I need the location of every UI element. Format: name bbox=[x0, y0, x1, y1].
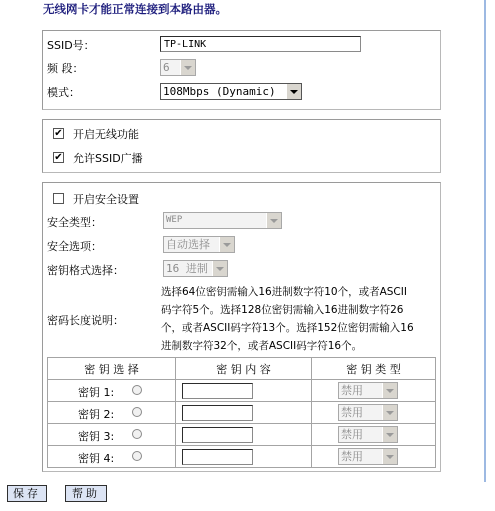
key-table-header bbox=[48, 358, 436, 380]
column-header: 密 钥 内 容 bbox=[176, 358, 312, 380]
key-table bbox=[47, 357, 436, 468]
key-4-radio[interactable] bbox=[132, 451, 142, 461]
chevron-down-icon bbox=[266, 213, 281, 228]
security-enable-checkbox[interactable] bbox=[53, 193, 64, 204]
ssid-input[interactable] bbox=[160, 36, 361, 52]
table-row bbox=[48, 380, 436, 402]
security-option-label: 安全选项： bbox=[47, 240, 102, 253]
save-button[interactable]: 保存 bbox=[7, 485, 47, 502]
page-notice: 无线网卡才能正常连接到本路由器。 bbox=[43, 2, 227, 16]
chevron-down-icon bbox=[286, 84, 301, 99]
key-type-value: 禁用 bbox=[341, 384, 363, 397]
basic-settings-panel bbox=[42, 30, 441, 110]
key-content-cell bbox=[176, 402, 312, 424]
mode-value: 108Mbps (Dynamic) bbox=[163, 85, 276, 98]
chevron-down-icon bbox=[382, 405, 397, 420]
ssid-label: SSID号： bbox=[47, 39, 95, 52]
table-row bbox=[48, 446, 436, 468]
security-option-select[interactable] bbox=[163, 236, 235, 253]
chevron-down-icon bbox=[382, 427, 397, 442]
key-type-cell bbox=[312, 402, 436, 424]
key-2-radio[interactable] bbox=[132, 407, 142, 417]
key-label: 密钥 4: bbox=[78, 452, 115, 465]
key-format-value: 16 进制 bbox=[166, 262, 208, 275]
table-row bbox=[48, 402, 436, 424]
security-type-select[interactable] bbox=[163, 212, 282, 229]
key-content-cell bbox=[176, 424, 312, 446]
ssid-broadcast-checkbox[interactable]: ✔ bbox=[54, 152, 63, 163]
key-content-cell bbox=[176, 446, 312, 468]
security-enable-label: 开启安全设置 bbox=[73, 193, 139, 206]
key-select-cell bbox=[48, 402, 176, 424]
key-label: 密钥 3: bbox=[78, 430, 115, 443]
key-length-line: 码字符5个。选择128位密钥需输入16进制数字符26 bbox=[161, 304, 404, 316]
key-label: 密钥 1: bbox=[78, 386, 115, 399]
security-type-label: 安全类型： bbox=[47, 216, 102, 229]
key-length-description bbox=[161, 283, 439, 355]
ssid-broadcast-label: 允许SSID广播 bbox=[73, 152, 143, 165]
chevron-down-icon bbox=[212, 261, 227, 276]
key-2-type-select[interactable] bbox=[338, 404, 398, 421]
mode-label: 模式： bbox=[47, 86, 80, 99]
key-length-line: 个，或者ASCII码字符13个。选择152位密钥需输入16 bbox=[161, 322, 414, 334]
key-4-type-select[interactable] bbox=[338, 448, 398, 465]
channel-label: 频 段： bbox=[47, 62, 84, 75]
key-1-input[interactable] bbox=[182, 383, 253, 399]
key-type-value: 禁用 bbox=[341, 406, 363, 419]
key-1-type-select[interactable] bbox=[338, 382, 398, 399]
key-3-radio[interactable] bbox=[132, 429, 142, 439]
chevron-down-icon bbox=[382, 383, 397, 398]
chevron-down-icon bbox=[382, 449, 397, 464]
key-length-label: 密码长度说明： bbox=[47, 314, 124, 327]
security-type-value: WEP bbox=[166, 215, 183, 225]
help-button[interactable]: 帮助 bbox=[65, 485, 107, 502]
key-type-value: 禁用 bbox=[341, 428, 363, 441]
key-4-input[interactable] bbox=[182, 449, 253, 465]
key-1-radio[interactable] bbox=[132, 385, 142, 395]
key-3-type-select[interactable] bbox=[338, 426, 398, 443]
key-label: 密钥 2: bbox=[78, 408, 115, 421]
key-type-cell bbox=[312, 446, 436, 468]
channel-select[interactable] bbox=[160, 59, 196, 76]
chevron-down-icon bbox=[180, 60, 195, 75]
button-bar bbox=[0, 483, 495, 511]
chevron-down-icon bbox=[219, 237, 234, 252]
wireless-enable-label: 开启无线功能 bbox=[73, 128, 139, 141]
wireless-enable-checkbox[interactable]: ✔ bbox=[54, 128, 63, 139]
wireless-toggle-panel bbox=[42, 119, 441, 173]
key-type-value: 禁用 bbox=[341, 450, 363, 463]
key-select-cell bbox=[48, 380, 176, 402]
key-length-line: 进制数字符32个，或者ASCII码字符16个。 bbox=[161, 340, 363, 352]
key-length-line: 选择64位密钥需输入16进制数字符10个，或者ASCII bbox=[161, 286, 407, 298]
mode-select[interactable] bbox=[160, 83, 302, 100]
table-row bbox=[48, 424, 436, 446]
security-option-value: 自动选择 bbox=[166, 238, 210, 251]
channel-value: 6 bbox=[163, 61, 170, 74]
key-format-select[interactable] bbox=[163, 260, 228, 277]
key-select-cell bbox=[48, 446, 176, 468]
column-header: 密 钥 选 择 bbox=[48, 358, 176, 380]
key-format-label: 密钥格式选择： bbox=[47, 264, 124, 277]
column-header: 密 钥 类 型 bbox=[312, 358, 436, 380]
key-select-cell bbox=[48, 424, 176, 446]
key-3-input[interactable] bbox=[182, 427, 253, 443]
key-content-cell bbox=[176, 380, 312, 402]
key-type-cell bbox=[312, 424, 436, 446]
key-type-cell bbox=[312, 380, 436, 402]
key-2-input[interactable] bbox=[182, 405, 253, 421]
